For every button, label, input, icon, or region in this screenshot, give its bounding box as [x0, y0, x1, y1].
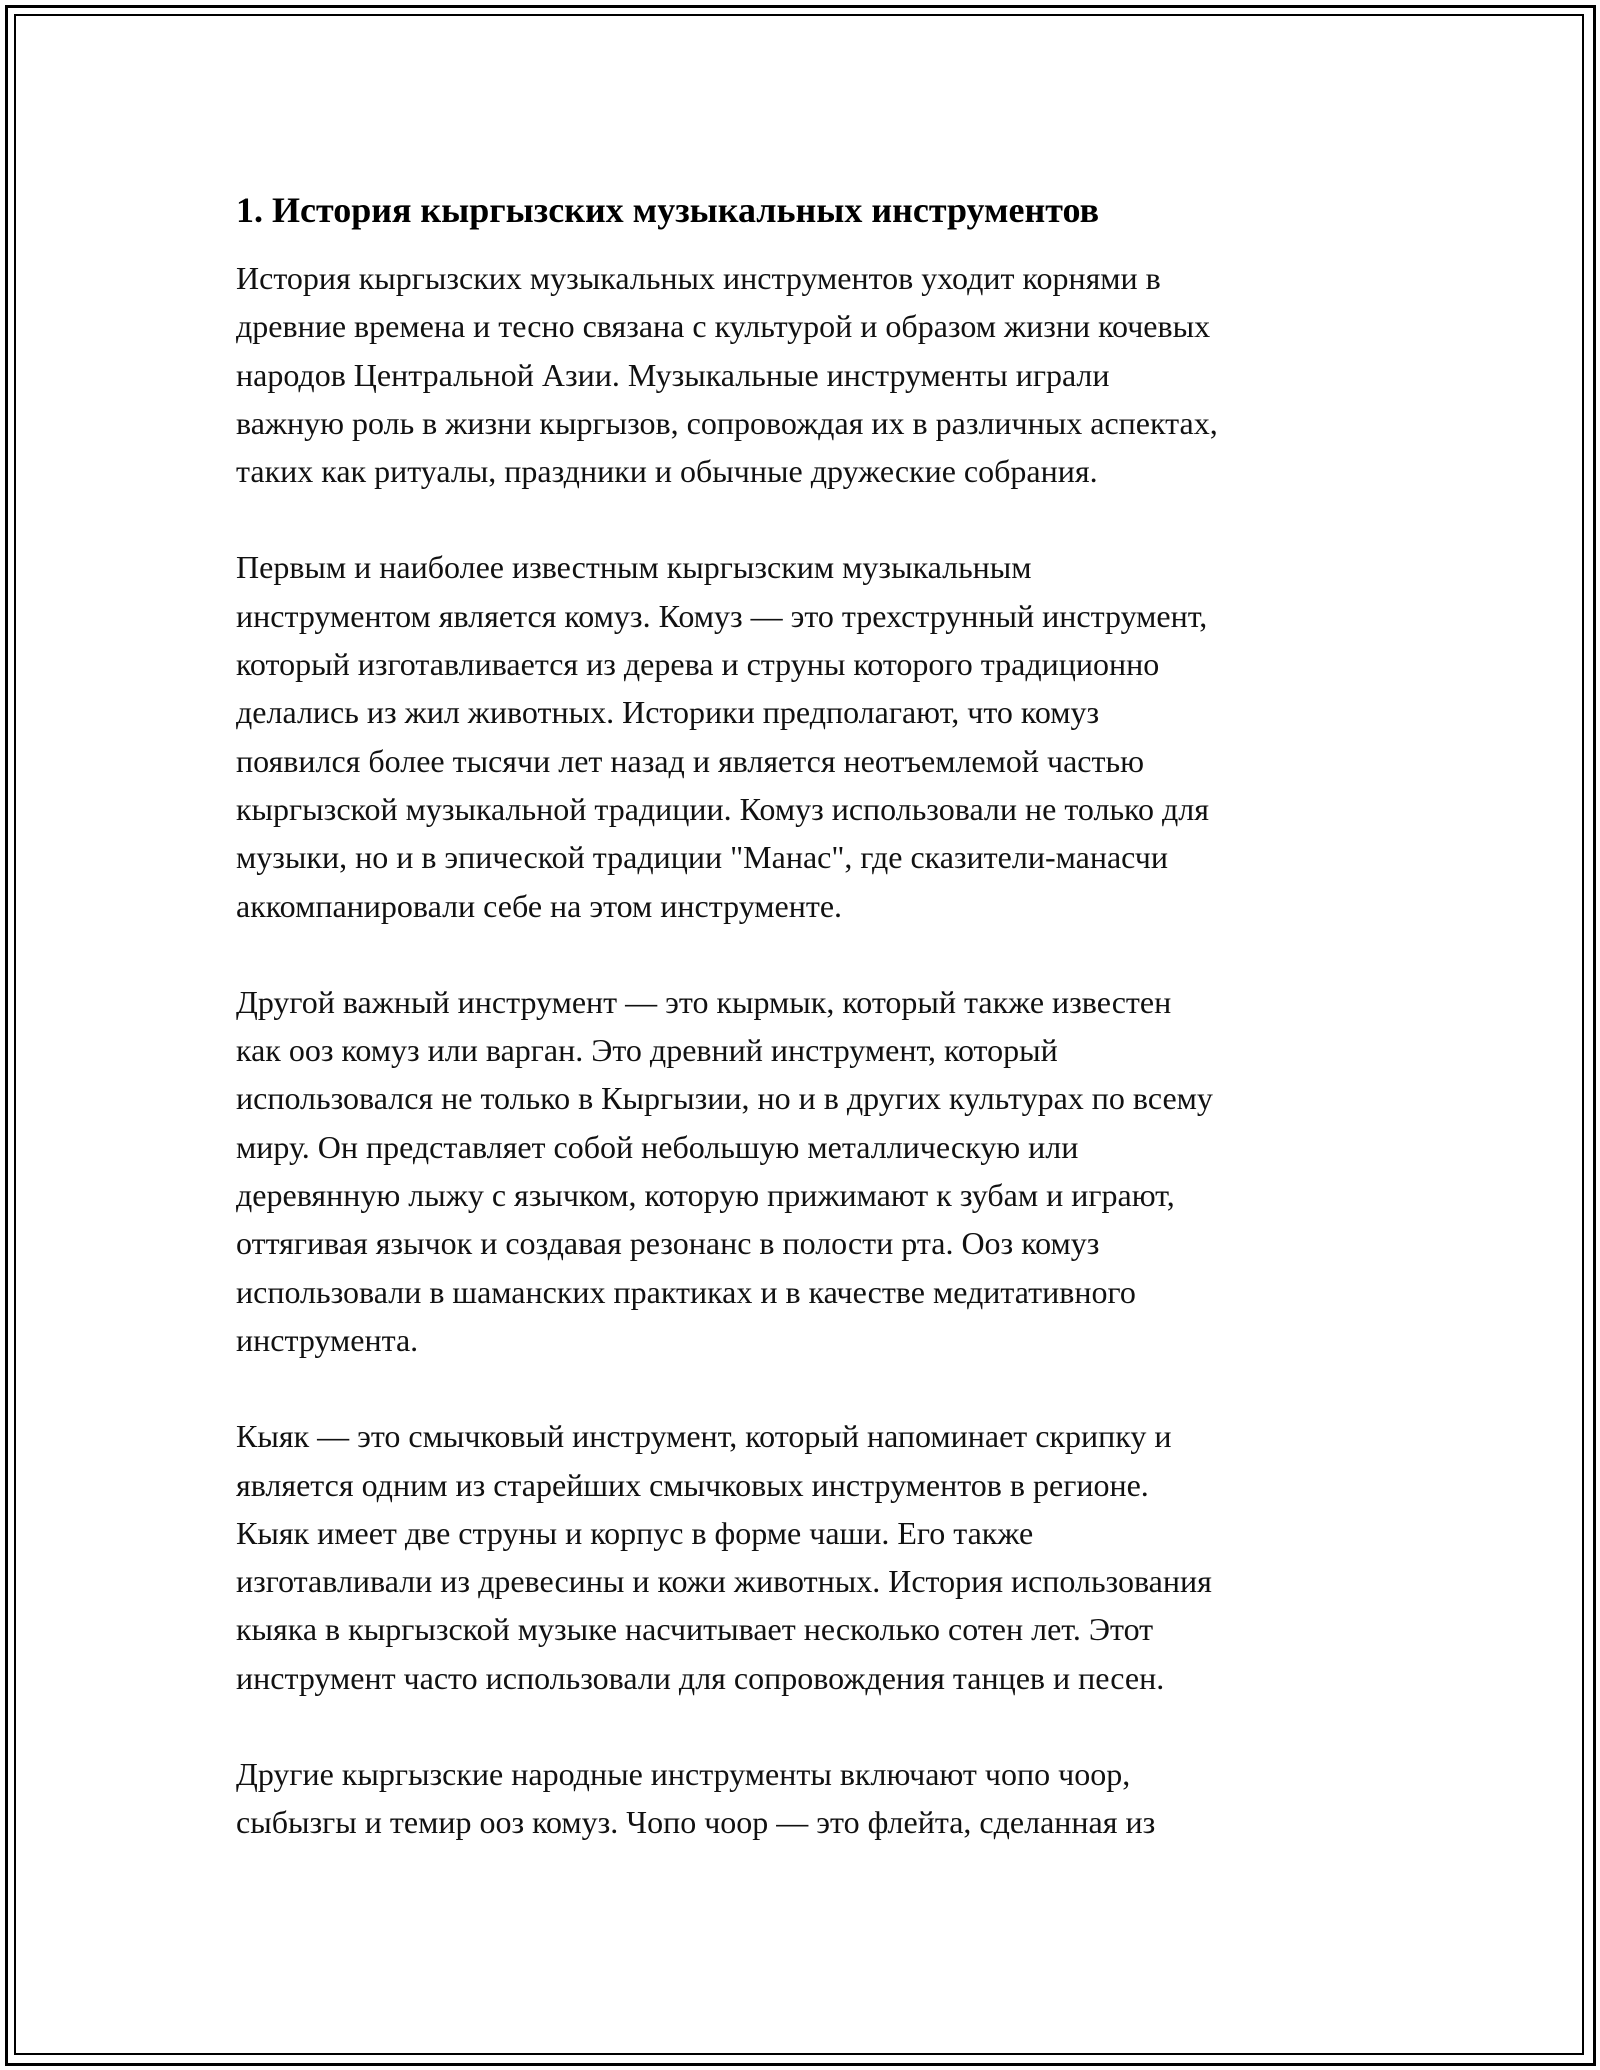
text-line: кыяка в кыргызской музыке насчитывает несколько сотен лет. Этот: [236, 1611, 1154, 1648]
text-line: таких как ритуалы, праздники и обычные дружеские собрания.: [236, 453, 1098, 490]
text-line: делались из жил животных. Историки предполагают, что комуз: [236, 694, 1100, 731]
text-line: аккомпанировали себе на этом инструменте.: [236, 887, 843, 924]
text-line: древние времена и тесно связана с культурой и образом жизни кочевых: [236, 308, 1211, 345]
document-body: [236, 254, 1396, 1847]
text-line: Другие кыргызские народные инструменты включают чопо чоор,: [236, 1756, 1131, 1793]
paragraph: [236, 1750, 1396, 1847]
text-line: кыргызской музыкальной традиции. Комуз использовали не только для: [236, 790, 1209, 827]
text-line: появился более тысячи лет назад и является неотъемлемой частью: [236, 742, 1144, 779]
text-line: Другой важный инструмент — это кырмык, который также известен: [236, 983, 1172, 1020]
text-line: Первым и наиболее известным кыргызским музыкальным: [236, 549, 1032, 586]
document-page: [236, 186, 1396, 1895]
paragraph: [236, 543, 1396, 929]
text-line: Кыяк имеет две струны и корпус в форме чаши. Его также: [236, 1514, 1034, 1551]
text-line: сыбызгы и темир ооз комуз. Чопо чоор — это флейта, сделанная из: [236, 1804, 1156, 1841]
text-line: использовали в шаманских практиках и в качестве медитативного: [236, 1273, 1136, 1310]
text-line: Кыяк — это смычковый инструмент, который напоминает скрипку и: [236, 1418, 1172, 1455]
paragraph: [236, 254, 1396, 495]
text-line: народов Центральной Азии. Музыкальные инструменты играли: [236, 356, 1110, 393]
paragraph: [236, 1412, 1396, 1702]
text-line: который изготавливается из дерева и струны которого традиционно: [236, 646, 1160, 683]
text-line: изготавливали из древесины и кожи животных. История использования: [236, 1563, 1212, 1600]
text-line: миру. Он представляет собой небольшую металлическую или: [236, 1128, 1079, 1165]
text-line: оттягивая язычок и создавая резонанс в полости рта. Ооз комуз: [236, 1225, 1100, 1262]
text-line: История кыргызских музыкальных инструментов уходит корнями в: [236, 260, 1161, 296]
section-heading: 1. История кыргызских музыкальных инструментов: [236, 190, 1100, 230]
text-line: деревянную лыжу с язычком, которую прижимают к зубам и играют,: [236, 1177, 1175, 1214]
text-line: музыки, но и в эпической традиции "Манас", где сказители-манасчи: [236, 839, 1168, 876]
paragraph: [236, 978, 1396, 1364]
text-line: инструментом является комуз. Комуз — это трехструнный инструмент,: [236, 597, 1208, 634]
text-line: инструмента.: [236, 1321, 419, 1358]
text-line: использовался не только в Кыргызии, но и в других культурах по всему: [236, 1080, 1213, 1117]
text-line: как ооз комуз или варган. Это древний инструмент, который: [236, 1032, 1058, 1069]
text-line: важную роль в жизни кыргызов, сопровождая их в различных аспектах,: [236, 404, 1218, 441]
text-line: является одним из старейших смычковых инструментов в регионе.: [236, 1466, 1149, 1503]
text-line: инструмент часто использовали для сопровождения танцев и песен.: [236, 1659, 1165, 1696]
